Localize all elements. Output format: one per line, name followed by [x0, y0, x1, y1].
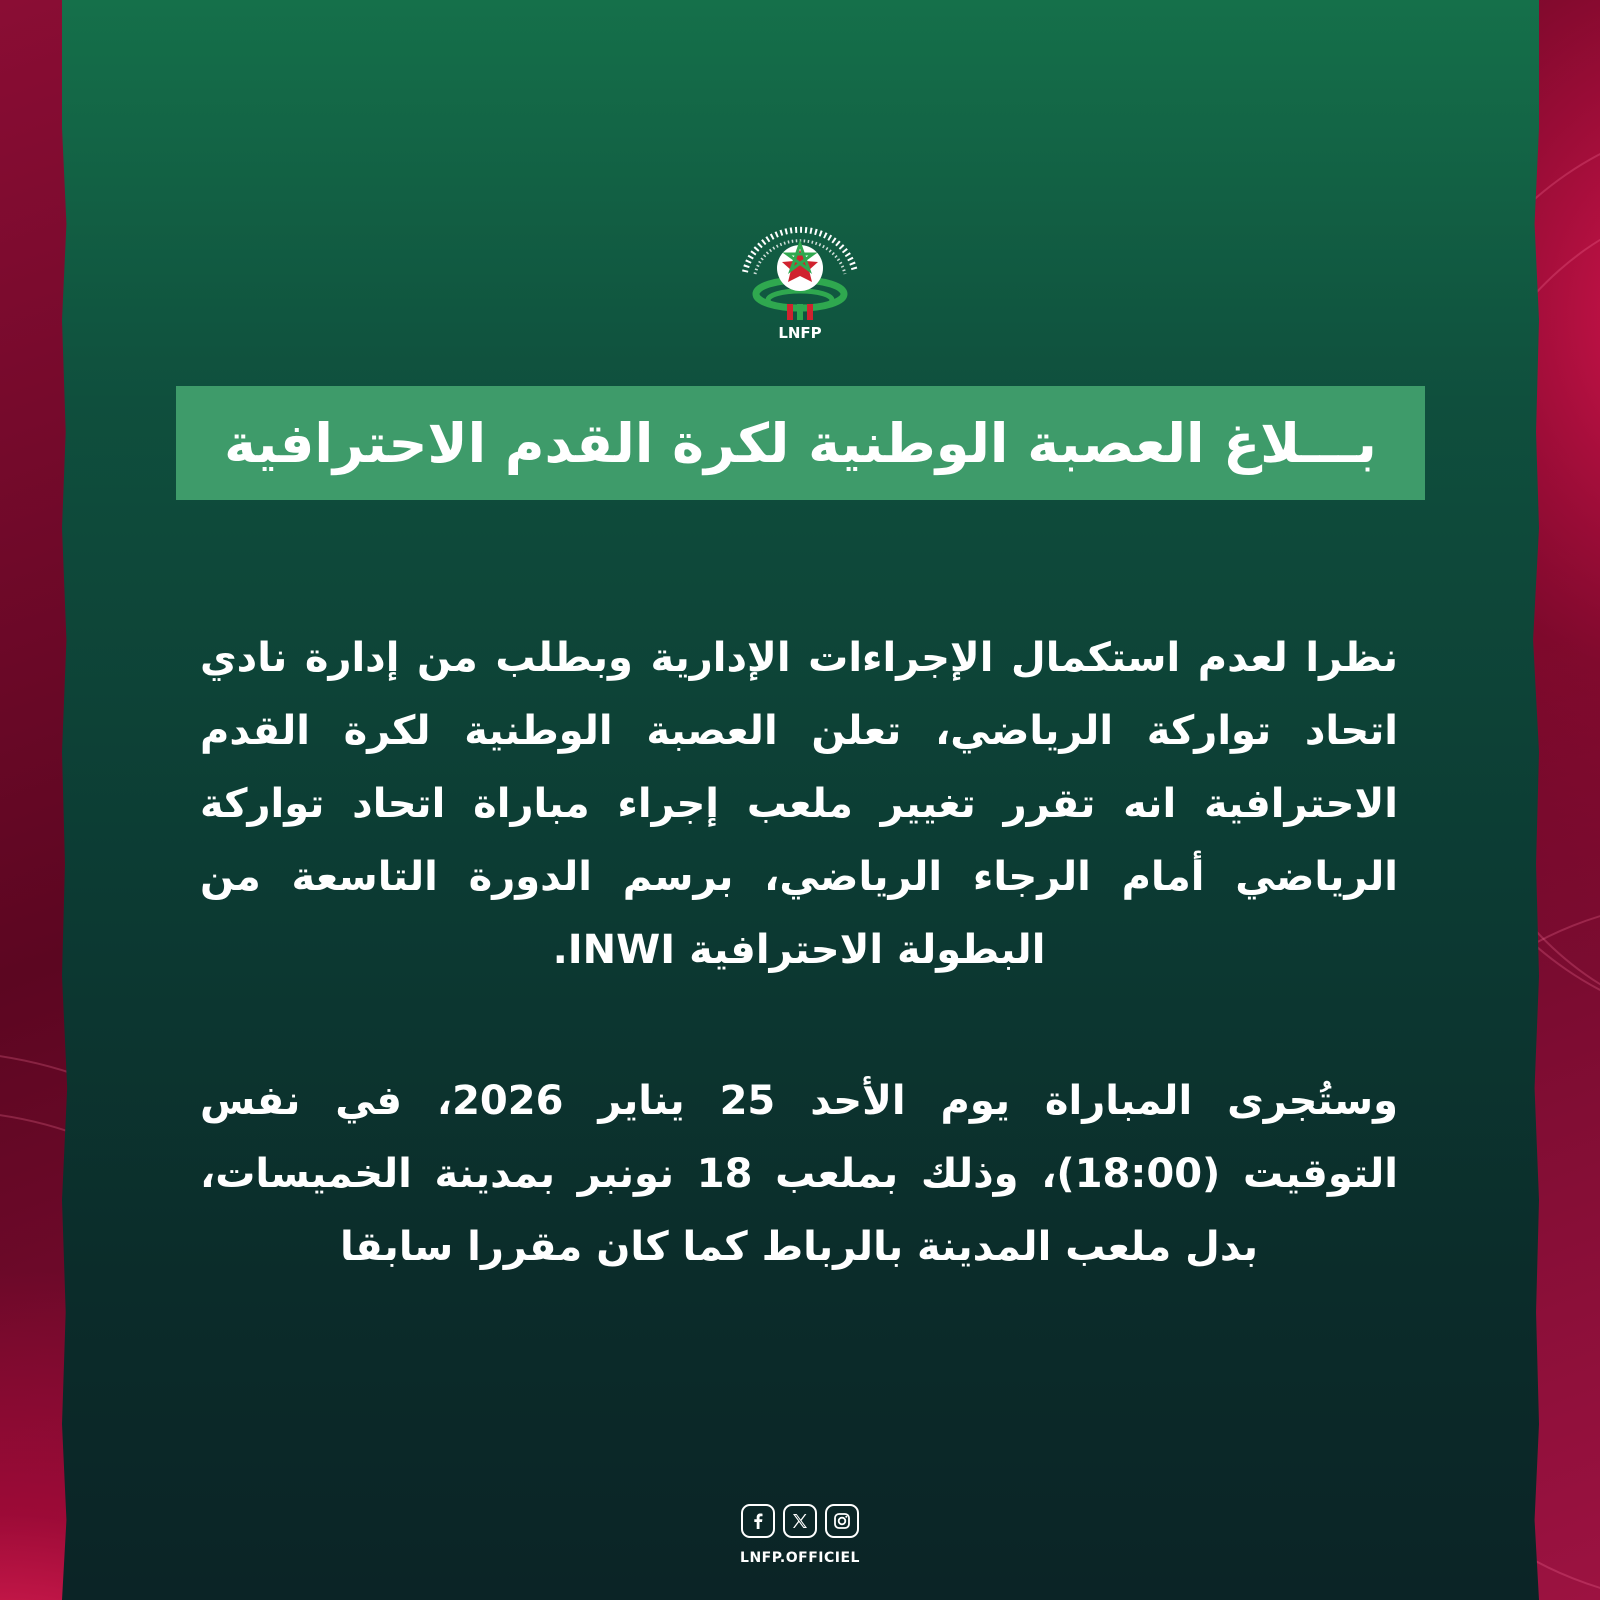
- announcement-paragraph-1: نظرا لعدم استكمال الإجراءات الإدارية وبطلب من إدارة نادي اتحاد تواركة الرياضي، تعلن العصبة الوطنية لكرة القدم الاحترافية انه تقرر تغيير ملعب إجراء مباراة اتحاد تواركة الرياضي أمام الرجاء الرياضي، برسم الدورة التاسعة من البطولة الاحترافية INWI.: [200, 635, 1398, 973]
- announcement-paragraph-2: وستُجرى المباراة يوم الأحد 25 يناير 2026، في نفس التوقيت (18:00)، وذلك بملعب 18 نونبر بمدينة الخميسات، بدل ملعب المدينة بالرباط كما كان مقررا سابقا: [200, 1078, 1398, 1270]
- facebook-icon[interactable]: [741, 1504, 775, 1538]
- x-icon[interactable]: [783, 1504, 817, 1538]
- lnfp-logo: [729, 214, 871, 344]
- svg-text:LNFP: LNFP: [778, 324, 822, 342]
- social-links: [741, 1504, 859, 1544]
- instagram-icon[interactable]: [825, 1504, 859, 1538]
- title-banner: [176, 386, 1425, 500]
- page-title: بـــلاغ العصبة الوطنية لكرة القدم الاحترافية: [224, 411, 1377, 475]
- social-handle[interactable]: LNFP.OFFICIEL: [740, 1550, 860, 1566]
